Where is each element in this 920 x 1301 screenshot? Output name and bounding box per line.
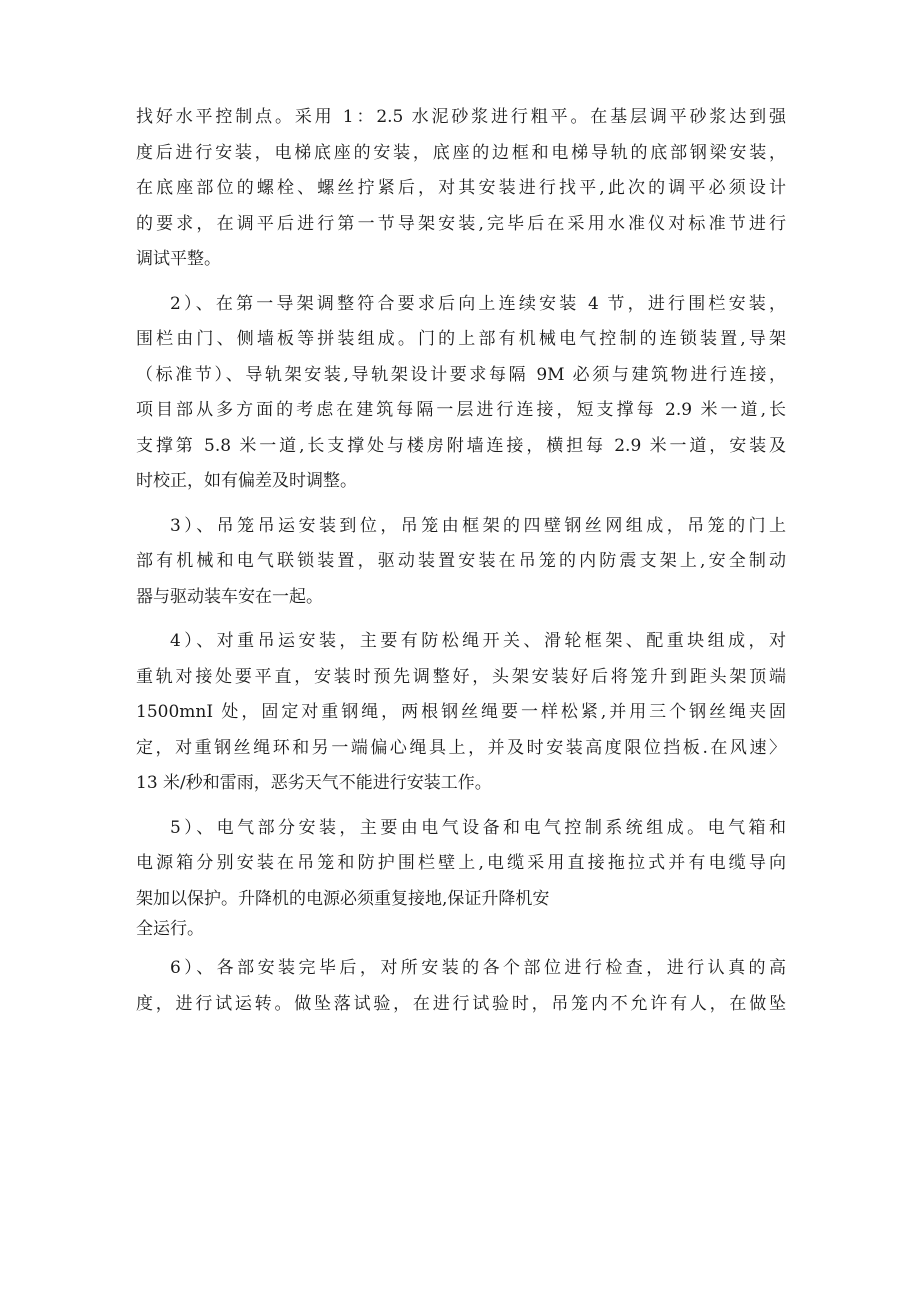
paragraph-2 [136, 287, 786, 500]
text-line: 全运行。 [136, 919, 204, 939]
text-line: 4）、对重吊运安装，主要有防松绳开关、滑轮框架、配重块组成，对 [170, 631, 786, 651]
paragraph-1 [136, 100, 786, 278]
text-line: 重轨对接处要平直，安装时预先调整好，头架安装好后将笼升到距头架顶端 [136, 666, 786, 687]
paragraph-3 [136, 509, 786, 616]
text-line: 围栏由门、侧墙板等拼装组成。门的上部有机械电气控制的连锁装置,导架 [136, 329, 786, 349]
text-line: 支撑第 5.8 米一道,长支撑处与楼房附墙连接，横担每 2.9 米一道，安装及 [136, 435, 786, 456]
text-line: 项目部从多方面的考虑在建筑每隔一层进行连接，短支撑每 2.9 米一道,长 [136, 400, 786, 420]
text-line: 时校正，如有偏差及时调整。 [136, 471, 357, 491]
paragraph-5 [136, 811, 786, 943]
paragraph-6 [136, 951, 786, 1022]
text-line: 5）、电气部分安装，主要由电气设备和电气控制系统组成。电气箱和 [170, 817, 786, 838]
text-line: 1500mnI 处，固定对重钢绳，两根钢丝绳要一样松紧,并用三个钢丝绳夹固 [136, 702, 786, 722]
text-line: 找好水平控制点。采用 1：2.5 水泥砂浆进行粗平。在基层调平砂浆达到强 [136, 107, 786, 127]
text-line: 2）、在第一导架调整符合要求后向上连续安装 4 节，进行围栏安装， [170, 293, 786, 314]
text-line: 度后进行安装，电梯底座的安装，底座的边框和电梯导轨的底部钢梁安装， [136, 142, 786, 163]
text-line: 在底座部位的螺栓、螺丝拧紧后，对其安装进行找平,此次的调平必须设计 [136, 178, 786, 198]
text-line: 调试平整。 [136, 249, 221, 269]
text-line: 6）、各部安装完毕后，对所安装的各个部位进行检查，进行认真的高 [170, 958, 786, 978]
text-line: 器与驱动装车安在一起。 [136, 586, 323, 607]
text-line: 度，进行试运转。做坠落试验，在进行试验时，吊笼内不允许有人，在做坠 [136, 993, 786, 1014]
document-body [136, 100, 786, 1031]
text-line: 13 米/秒和雷雨，恶劣天气不能进行安装工作。 [136, 773, 492, 793]
text-line: 部有机械和电气联锁装置，驱动装置安装在吊笼的内防震支架上,安全制动 [136, 551, 786, 571]
paragraph-4 [136, 624, 786, 802]
text-line: 的要求，在调平后进行第一节导架安装,完毕后在采用水准仪对标准节进行 [136, 213, 786, 234]
text-line: 架加以保护。升降机的电源必须重复接地,保证升降机安 [136, 888, 550, 909]
text-line: （标准节）、导轨架安装,导轨架设计要求每隔 9M 必须与建筑物进行连接， [136, 364, 786, 385]
text-line: 定，对重钢丝绳环和另一端偏心绳具上，并及时安装高度限位挡板.在风速〉 [136, 737, 786, 758]
text-line: 3）、吊笼吊运安装到位，吊笼由框架的四壁钢丝网组成，吊笼的门上 [170, 515, 786, 536]
text-line: 电源箱分别安装在吊笼和防护围栏壁上,电缆采用直接拖拉式并有电缆导向 [136, 853, 786, 873]
